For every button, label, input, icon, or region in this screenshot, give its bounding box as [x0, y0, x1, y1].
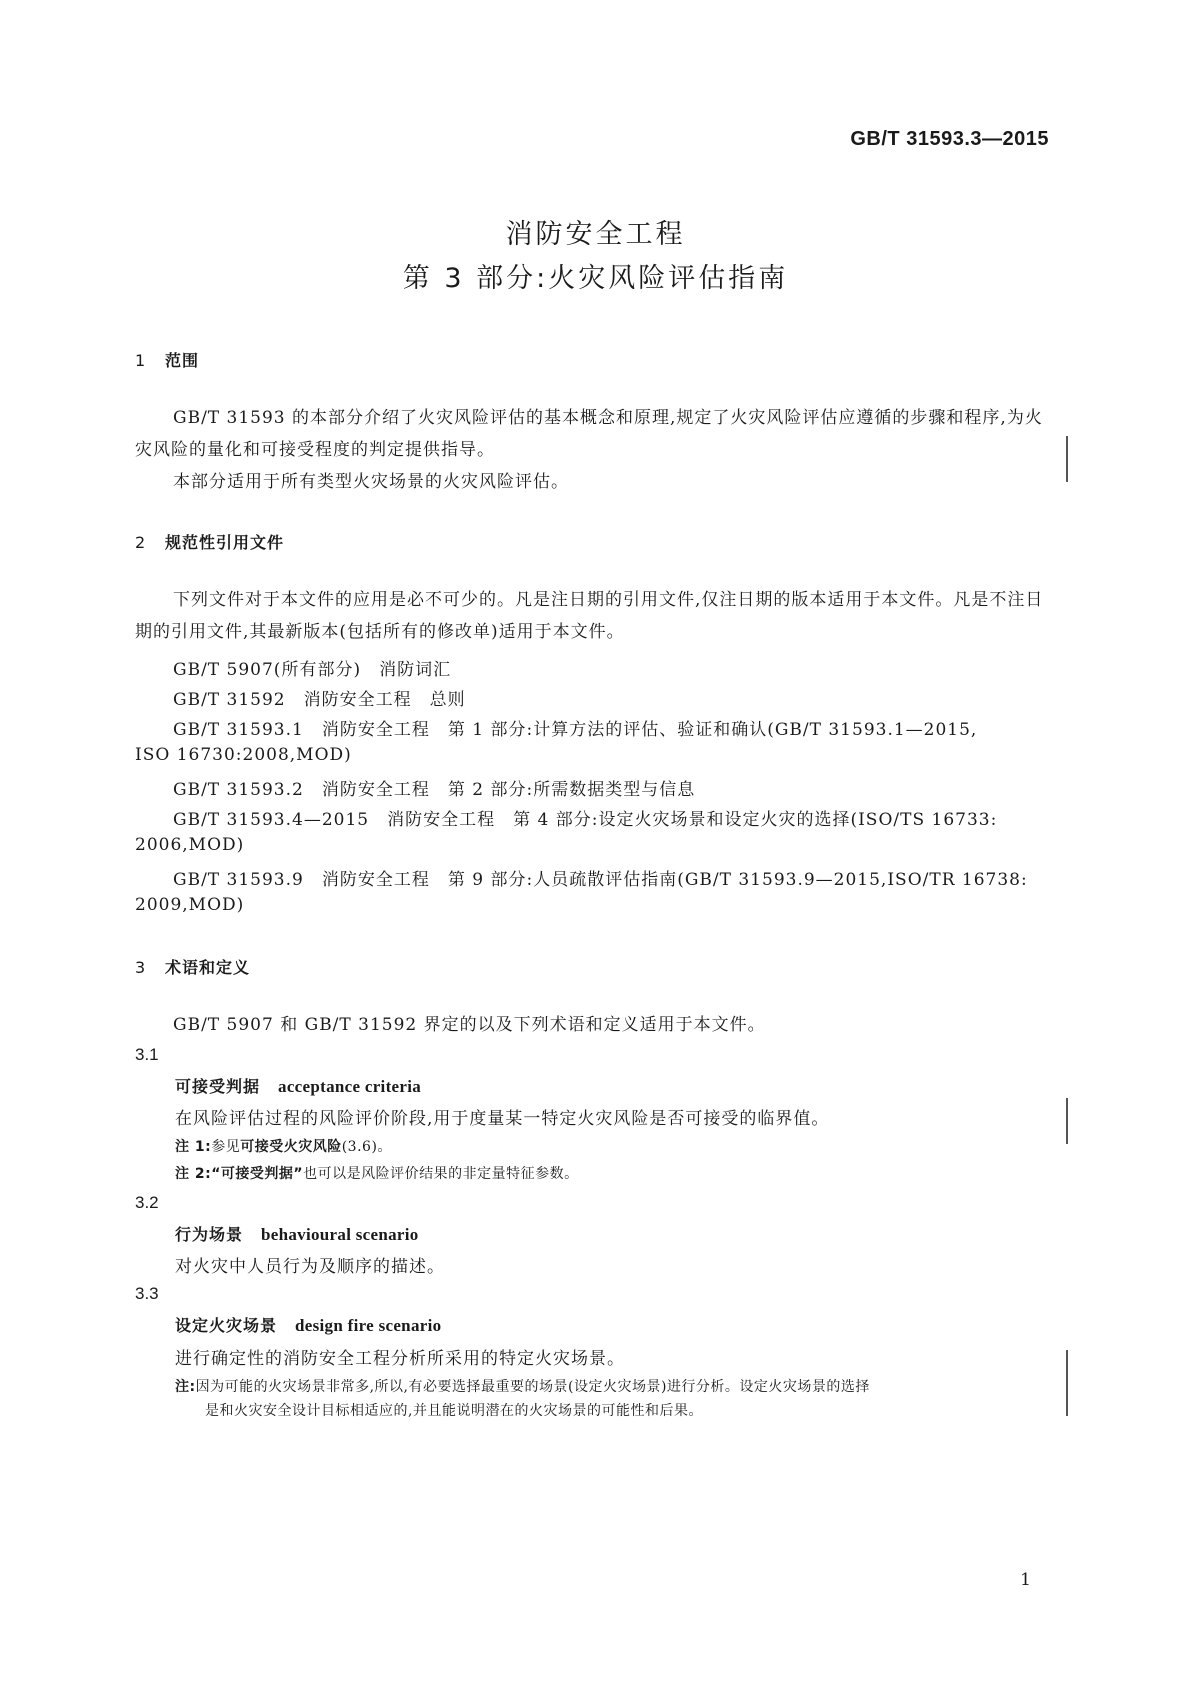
term-note: 注 2:“可接受判据”也可以是风险评价结果的非定量特征参数。 — [175, 1166, 579, 1182]
section-3-heading — [135, 955, 250, 978]
term-note: 注 1:参见可接受火灾风险(3.6)。 — [175, 1139, 392, 1155]
reference-item-continued: 2006,MOD) — [135, 835, 245, 855]
term-chinese: 设定火灾场景 — [175, 1316, 278, 1335]
revision-bar — [1066, 436, 1068, 482]
term-chinese: 行为场景 — [175, 1225, 244, 1244]
term-number: 3.3 — [135, 1284, 159, 1303]
standard-number: GB/T 31593.3—2015 — [850, 128, 1049, 150]
paragraph-scope-2: 本部分适用于所有类型火灾场景的火灾风险评估。 — [173, 472, 569, 492]
revision-bar — [1066, 1098, 1068, 1144]
document-title-line2: 第 3 部分:火灾风险评估指南 — [402, 263, 789, 294]
term-definition: 在风险评估过程的风险评价阶段,用于度量某一特定火灾风险是否可接受的临界值。 — [175, 1109, 830, 1129]
paragraph-scope-1: GB/T 31593 的本部分介绍了火灾风险评估的基本概念和原理,规定了火灾风险评估应遵循的步骤和程序,为火灾风险的量化和可接受程度的判定提供指导。 — [135, 408, 1043, 460]
reference-item: GB/T 31593.9 消防安全工程 第 9 部分:人员疏散评估指南(GB/T 31593.9—2015,ISO/TR 16738: — [173, 870, 1028, 890]
section-number: 2 — [135, 533, 147, 552]
term-definition: 对火灾中人员行为及顺序的描述。 — [175, 1257, 445, 1277]
term-english: behavioural scenario — [261, 1225, 419, 1244]
paragraph-normative-intro: 下列文件对于本文件的应用是必不可少的。凡是注日期的引用文件,仅注日期的版本适用于本文件。凡是不注日期的引用文件,其最新版本(包括所有的修改单)适用于本文件。 — [135, 590, 1044, 642]
reference-item: GB/T 31593.2 消防安全工程 第 2 部分:所需数据类型与信息 — [173, 780, 696, 800]
term-english: design fire scenario — [295, 1316, 442, 1335]
section-number: 3 — [135, 958, 147, 977]
term-english: acceptance criteria — [278, 1077, 422, 1096]
section-title: 范围 — [165, 351, 200, 370]
page-number: 1 — [1020, 1570, 1031, 1590]
section-2-heading — [135, 530, 284, 553]
reference-item: GB/T 5907(所有部分) 消防词汇 — [173, 660, 452, 680]
term-chinese: 可接受判据 — [175, 1077, 261, 1096]
term-number: 3.2 — [135, 1193, 159, 1212]
term-heading — [175, 1222, 419, 1245]
reference-item: GB/T 31592 消防安全工程 总则 — [173, 690, 466, 710]
section-number: 1 — [135, 351, 147, 370]
revision-bar — [1066, 1350, 1068, 1416]
term-definition: 进行确定性的消防安全工程分析所采用的特定火灾场景。 — [175, 1349, 625, 1369]
term-heading — [175, 1074, 421, 1097]
paragraph-terms-intro: GB/T 5907 和 GB/T 31592 界定的以及下列术语和定义适用于本文件。 — [173, 1015, 766, 1035]
reference-item: GB/T 31593.4—2015 消防安全工程 第 4 部分:设定火灾场景和设定火灾的选择(ISO/TS 16733: — [173, 810, 998, 830]
reference-item-continued: ISO 16730:2008,MOD) — [135, 745, 352, 765]
reference-item-continued: 2009,MOD) — [135, 895, 245, 915]
section-title: 规范性引用文件 — [165, 533, 285, 552]
document-title-line1: 消防安全工程 — [505, 219, 686, 250]
term-heading — [175, 1313, 441, 1336]
section-title: 术语和定义 — [165, 958, 251, 977]
section-1-heading — [135, 348, 199, 371]
term-number: 3.1 — [135, 1045, 159, 1064]
term-note: 注:因为可能的火灾场景非常多,所以,有必要选择最重要的场景(设定火灾场景)进行分析。设定火灾场景的选择 是和火灾安全设计目标相适应的,并且能说明潜在的火灾场景的可能性和后果。 — [175, 1379, 870, 1419]
reference-item: GB/T 31593.1 消防安全工程 第 1 部分:计算方法的评估、验证和确认(GB/T 31593.1—2015, — [173, 720, 978, 740]
